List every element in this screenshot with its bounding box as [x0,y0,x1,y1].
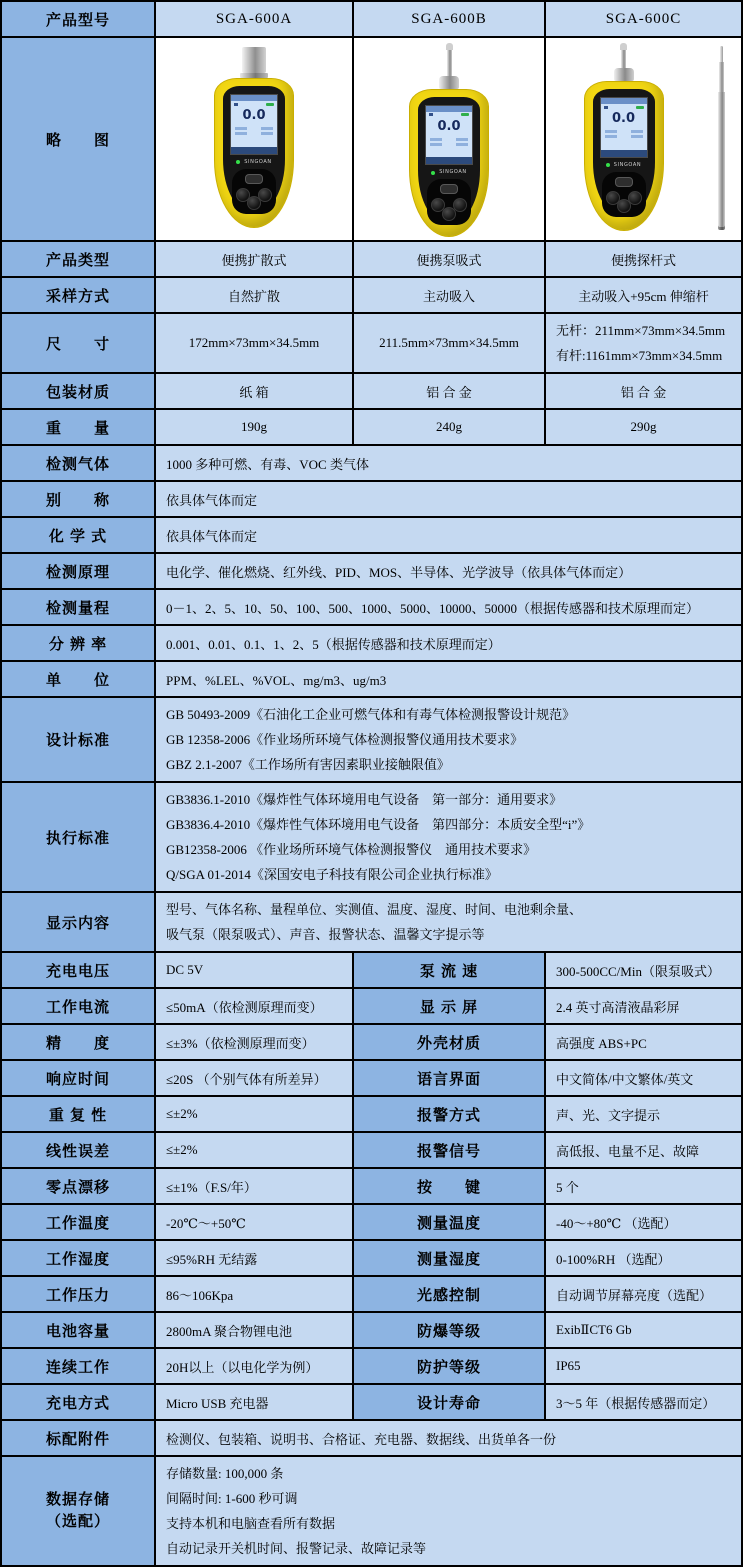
device-body [584,41,664,237]
row-value-data-storage [156,1457,741,1565]
text-line: 有杆:1161mm×73mm×34.5mm [556,348,723,363]
row-value-detection-range: 0－1、2、5、10、50、100、500、1000、5000、10000、50000（根据传感器和技术原理而定） [156,590,741,624]
device-body [214,41,294,237]
text-line: 存储数量: 100,000 条 [166,1466,284,1481]
row-label-display-content: 显示内容 [2,893,154,951]
row-label-charging-method: 充电方式 [2,1385,154,1419]
row-value-working-current: ≤50mA（依检测原理而变） [156,989,352,1023]
row-value-chemical-formula: 依具体气体而定 [156,518,741,552]
menu-button [440,184,458,194]
screen-time-bar [601,150,647,157]
row-label-response-time: 响应时间 [2,1061,154,1095]
row-value-pump-flow-rate: 300-500CC/Min（限泵吸式） [546,953,741,987]
row-value-sampling-method-0: 自然扩散 [156,278,352,312]
row-label-execution-standards: 执行标准 [2,783,154,891]
row-value-linearity-error: ≤±2% [156,1133,352,1167]
speaker-icon [604,106,608,109]
screen-reading: 0.0 [437,118,461,134]
row-label-design-standards: 设计标准 [2,698,154,781]
row-value-working-pressure: 86～106Kpa [156,1277,352,1311]
probe-tip [446,43,453,50]
sensor-cap [242,47,266,73]
row-value-resolution: 0.001、0.01、0.1、1、2、5（根据传感器和技术原理而定） [156,626,741,660]
row-label-design-life: 设计寿命 [354,1385,544,1419]
row-label-detected-gas: 检测气体 [2,446,154,480]
probe-collar [439,76,459,89]
row-label-alarm-mode: 报警方式 [354,1097,544,1131]
row-label-battery-capacity: 电池容量 [2,1313,154,1347]
row-value-packaging-material-0: 纸 箱 [156,374,352,408]
device-illustration [356,41,542,237]
row-label-working-humidity: 工作湿度 [2,1241,154,1275]
row-label-dimensions: 尺 寸 [2,314,154,372]
probe-rod [447,50,452,76]
row-value-packaging-material-1: 铝 合 金 [354,374,544,408]
row-label-measuring-temperature: 测量温度 [354,1205,544,1239]
device-keypad [232,169,276,214]
row-label-measuring-humidity: 测量湿度 [354,1241,544,1275]
row-value-execution-standards [156,783,741,891]
device-illustration [158,41,350,237]
text-line: 支持本机和电脑查看所有数据 [166,1516,336,1531]
text-line: GB3836.1-2010《爆炸性气体环境用电气设备 第一部分：通用要求》 [166,792,563,807]
device-image-sga-600b [354,38,544,240]
row-value-protection-rating: IP65 [546,1349,741,1383]
device-keypad [602,172,646,217]
device-front-panel [418,97,480,225]
row-value-measuring-temperature: -40～+80℃ （选配） [546,1205,741,1239]
header-model-sga-600b: SGA-600B [354,2,544,36]
row-value-housing-material: 高强度 ABS+PC [546,1025,741,1059]
row-value-buttons: 5 个 [546,1169,741,1203]
row-label-accuracy: 精 度 [2,1025,154,1059]
row-label-protection-rating: 防护等级 [354,1349,544,1383]
row-value-sampling-method-2: 主动吸入+95cm 伸缩杆 [546,278,741,312]
row-label-chemical-formula: 化 学 式 [2,518,154,552]
text-line: 间隔时间: 1-600 秒可调 [166,1491,298,1506]
row-value-zero-drift: ≤±1%（F.S/年） [156,1169,352,1203]
row-value-design-life: 3～5 年（根据传感器而定） [546,1385,741,1419]
row-value-explosion-proof-rating: ExibⅡCT6 Gb [546,1313,741,1347]
device-brand-label: SINGOAN [613,161,642,168]
row-label-buttons: 按 键 [354,1169,544,1203]
row-value-accuracy: ≤±3%（依检测原理而变） [156,1025,352,1059]
row-label-unit: 单 位 [2,662,154,696]
menu-button [245,174,263,184]
text-line: GBZ 2.1-2007《工作场所有害因素职业接触限值》 [166,757,450,772]
battery-icon [266,103,274,106]
row-label-explosion-proof-rating: 防爆等级 [354,1313,544,1347]
device-front-panel [593,89,655,217]
telescopic-rod [718,46,725,232]
row-value-working-temperature: -20℃～+50℃ [156,1205,352,1239]
text-line: GB 50493-2009《石油化工企业可燃气体和有毒气体检测报警设计规范》 [166,707,576,722]
row-value-repeatability: ≤±2% [156,1097,352,1131]
row-label-repeatability: 重 复 性 [2,1097,154,1131]
screen-time-bar [231,147,277,154]
row-value-battery-capacity: 2800mA 聚合物锂电池 [156,1313,352,1347]
device-body [409,41,489,237]
status-led [431,171,435,175]
device-brand-label: SINGOAN [244,158,272,165]
row-value-dimensions-2 [546,314,741,372]
device-front-panel [223,86,285,214]
device-image-sga-600c [546,38,741,240]
row-label-display-screen: 显 示 屏 [354,989,544,1023]
row-value-language-interface: 中文简体/中文繁体/英文 [546,1061,741,1095]
row-value-charging-method: Micro USB 充电器 [156,1385,352,1419]
header-product-model-label: 产品型号 [2,2,154,36]
row-value-design-standards [156,698,741,781]
row-value-weight-0: 190g [156,410,352,444]
down-button [247,196,261,210]
row-label-line: 数据存储 [45,1491,110,1508]
text-line: GB 12358-2006《作业场所环境气体检测报警仪通用技术要求》 [166,732,524,747]
row-label-detection-range: 检测量程 [2,590,154,624]
text-line: 吸气泵（限泵吸式）、声音、报警状态、温馨文字提示等 [166,927,485,942]
row-label-language-interface: 语言界面 [354,1061,544,1095]
text-line: GB3836.4-2010《爆炸性气体环境用电气设备 第四部分：本质安全型“i”》 [166,817,591,832]
row-value-continuous-working: 20H以上（以电化学为例） [156,1349,352,1383]
probe-collar [614,68,634,81]
text-line: 无杆：211mm×73mm×34.5mm [556,323,726,338]
text-line: 型号、气体名称、量程单位、实测值、温度、湿度、时间、电池剩余量、 [166,902,583,917]
row-label-detection-principle: 检测原理 [2,554,154,588]
device-housing [409,89,489,237]
device-keypad [427,179,471,224]
device-housing [584,81,664,231]
probe-rod [621,50,626,68]
device-image-sga-600a [156,38,352,240]
row-value-product-type-2: 便携探杆式 [546,242,741,276]
device-housing [214,78,294,228]
row-value-detected-gas: 1000 多种可燃、有毒、VOC 类气体 [156,446,741,480]
sketch-row-label: 略 图 [2,38,154,240]
row-value-unit: PPM、%LEL、%VOL、mg/m3、ug/m3 [156,662,741,696]
row-label-working-current: 工作电流 [2,989,154,1023]
device-screen [230,94,278,155]
row-label-sampling-method: 采样方式 [2,278,154,312]
down-button [442,207,456,221]
row-value-light-sensing-control: 自动调节屏幕亮度（选配） [546,1277,741,1311]
row-label-product-type: 产品类型 [2,242,154,276]
row-label-data-storage [2,1457,154,1565]
row-label-pump-flow-rate: 泵 流 速 [354,953,544,987]
row-value-alarm-signal: 高低报、电量不足、故障 [546,1133,741,1167]
row-value-dimensions-0: 172mm×73mm×34.5mm [156,314,352,372]
screen-reading: 0.0 [242,108,266,123]
row-label-continuous-working: 连续工作 [2,1349,154,1383]
row-value-charging-voltage: DC 5V [156,953,352,987]
row-label-housing-material: 外壳材质 [354,1025,544,1059]
device-brand-label: SINGOAN [439,169,467,176]
text-line: GB12358-2006 《作业场所环境气体检测报警仪 通用技术要求》 [166,842,537,857]
row-label-charging-voltage: 充电电压 [2,953,154,987]
row-value-product-type-1: 便携泵吸式 [354,242,544,276]
row-label-line: （选配） [45,1513,110,1530]
row-value-packaging-material-2: 铝 合 金 [546,374,741,408]
row-label-linearity-error: 线性误差 [2,1133,154,1167]
row-value-weight-1: 240g [354,410,544,444]
row-value-working-humidity: ≤95%RH 无结露 [156,1241,352,1275]
row-value-standard-accessories: 检测仪、包装箱、说明书、合格证、充电器、数据线、出货单各一份 [156,1421,741,1455]
row-value-product-type-0: 便携扩散式 [156,242,352,276]
row-label-light-sensing-control: 光感控制 [354,1277,544,1311]
device-screen [600,97,648,158]
row-label-resolution: 分 辨 率 [2,626,154,660]
row-value-display-content [156,893,741,951]
row-value-weight-2: 290g [546,410,741,444]
device-illustration [548,41,739,237]
status-led [606,163,610,167]
row-value-alias: 依具体气体而定 [156,482,741,516]
row-value-dimensions-1: 211.5mm×73mm×34.5mm [354,314,544,372]
speaker-icon [429,113,433,116]
row-label-packaging-material: 包装材质 [2,374,154,408]
down-button [617,199,631,213]
row-value-detection-principle: 电化学、催化燃烧、红外线、PID、MOS、半导体、光学波导（依具体气体而定） [156,554,741,588]
row-value-measuring-humidity: 0-100%RH （选配） [546,1241,741,1275]
battery-icon [461,113,469,116]
device-screen [425,105,473,166]
row-value-response-time: ≤20S （个别气体有所差异） [156,1061,352,1095]
row-label-weight: 重 量 [2,410,154,444]
speaker-icon [234,103,238,106]
header-model-sga-600c: SGA-600C [546,2,741,36]
row-label-alias: 别 称 [2,482,154,516]
screen-reading: 0.0 [611,111,636,126]
menu-button [615,177,633,187]
row-label-working-pressure: 工作压力 [2,1277,154,1311]
row-label-alarm-signal: 报警信号 [354,1133,544,1167]
row-label-working-temperature: 工作温度 [2,1205,154,1239]
text-line: Q/SGA 01-2014《深国安电子科技有限公司企业执行标准》 [166,867,498,882]
status-led [236,160,240,164]
row-value-alarm-mode: 声、光、文字提示 [546,1097,741,1131]
screen-time-bar [426,157,472,164]
row-label-standard-accessories: 标配附件 [2,1421,154,1455]
header-model-sga-600a: SGA-600A [156,2,352,36]
battery-icon [636,106,644,109]
text-line: 自动记录开关机时间、报警记录、故障记录等 [166,1541,427,1556]
probe-tip [620,43,627,50]
row-value-display-screen: 2.4 英寸高清液晶彩屏 [546,989,741,1023]
row-label-zero-drift: 零点漂移 [2,1169,154,1203]
row-value-sampling-method-1: 主动吸入 [354,278,544,312]
